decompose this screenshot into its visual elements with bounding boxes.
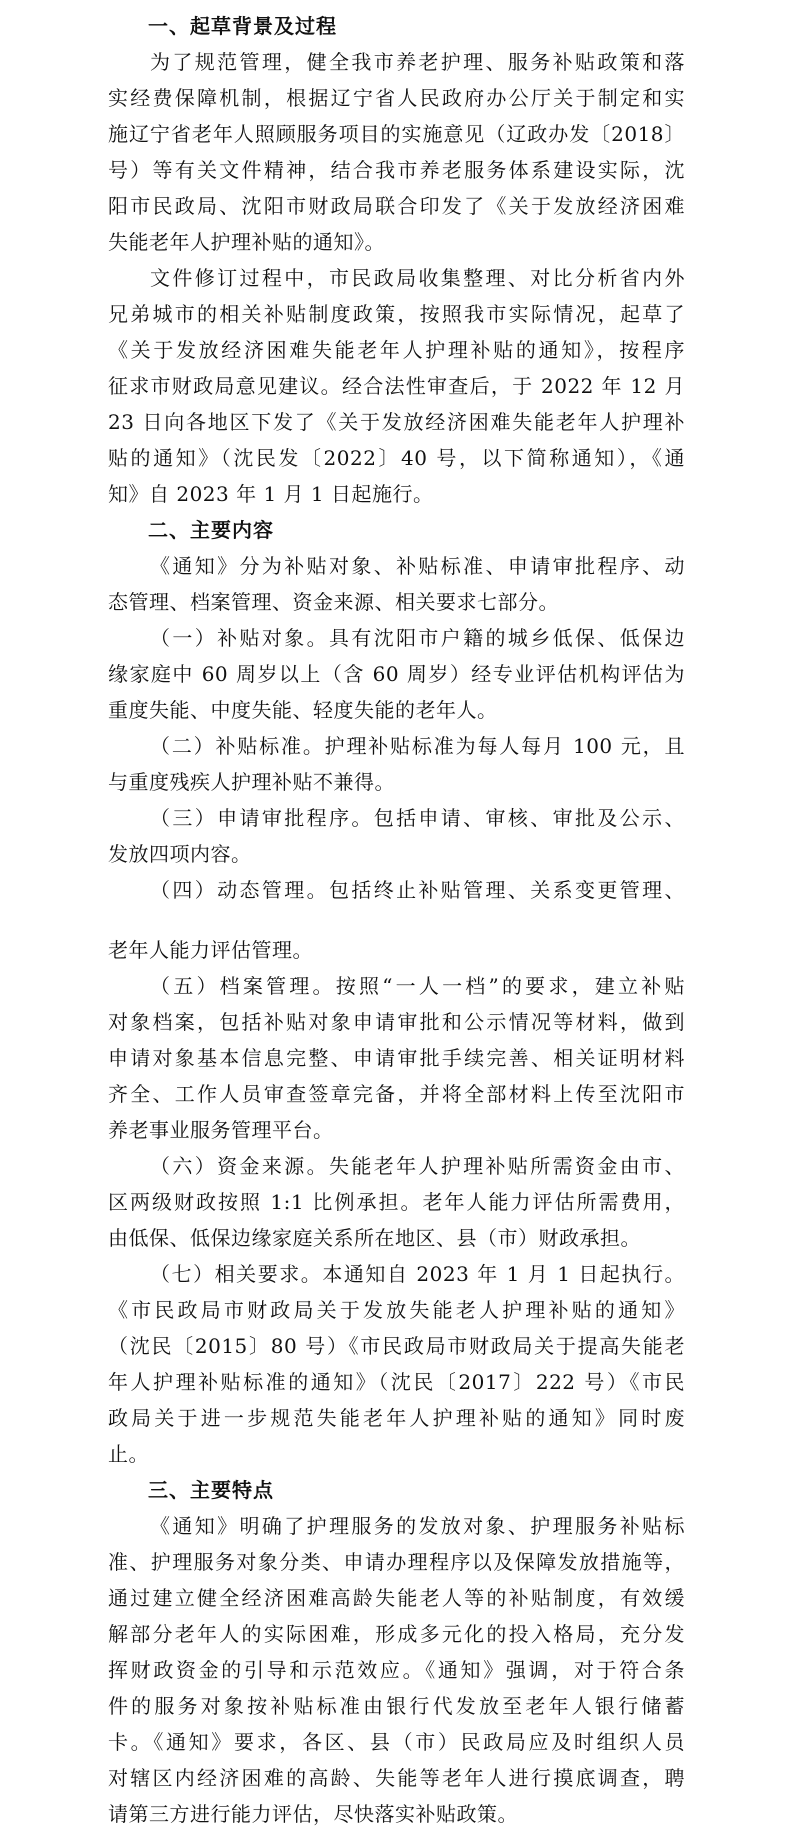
- text-line: 政局关于进一步规范失能老年人护理补贴的通知》同时废: [108, 1406, 685, 1430]
- section-heading-features: 三、主要特点: [148, 1478, 274, 1502]
- text-line: 阳市民政局、沈阳市财政局联合印发了《关于发放经济困难: [108, 194, 685, 218]
- text-line: 老年人能力评估管理。: [108, 938, 313, 962]
- text-line: 挥财政资金的引导和示范效应。《通知》强调，对于符合条: [108, 1658, 685, 1682]
- paragraph-item-2: [108, 728, 685, 800]
- text-line: 件的服务对象按补贴标准由银行代发放至老年人银行储蓄: [108, 1694, 685, 1718]
- text-line: 缘家庭中 60 周岁以上（含 60 周岁）经专业评估机构评估为: [108, 662, 685, 686]
- spacer: [108, 908, 685, 932]
- text-line: 施辽宁省老年人照顾服务项目的实施意见（辽政办发〔2018〕: [108, 122, 685, 146]
- text-line: 通过建立健全经济困难高龄失能老人等的补贴制度，有效缓: [108, 1586, 685, 1610]
- text-line: 号）等有关文件精神，结合我市养老服务体系建设实际，沈: [108, 158, 685, 182]
- text-line: 为了规范管理，健全我市养老护理、服务补贴政策和落: [150, 50, 685, 74]
- text-line: （五）档案管理。按照“一人一档”的要求，建立补贴: [150, 974, 685, 998]
- paragraph-item-4: [108, 872, 685, 968]
- paragraph-background-1: [108, 44, 685, 260]
- text-line: 与重度残疾人护理补贴不兼得。: [108, 770, 395, 794]
- text-line: （一）补贴对象。具有沈阳市户籍的城乡低保、低保边: [150, 626, 685, 650]
- text-line: 失能老年人护理补贴的通知》。: [108, 230, 385, 254]
- text-line: （沈民〔2015〕80 号）《市民政局市财政局关于提高失能老: [108, 1334, 685, 1358]
- text-line: 准、护理服务对象分类、申请办理程序以及保障发放措施等，: [108, 1550, 685, 1574]
- text-line: 23 日向各地区下发了《关于发放经济困难失能老年人护理补: [108, 410, 685, 434]
- text-line: （七）相关要求。本通知自 2023 年 1 月 1 日起执行。: [150, 1262, 685, 1286]
- text-line: 齐全、工作人员审查签章完备，并将全部材料上传至沈阳市: [108, 1082, 685, 1106]
- text-line: 发放四项内容。: [108, 842, 252, 866]
- text-line: 卡。《通知》要求，各区、县（市）民政局应及时组织人员: [108, 1730, 685, 1754]
- paragraph-background-2: [108, 260, 685, 512]
- text-line: 知》自 2023 年 1 月 1 日起施行。: [108, 482, 434, 506]
- text-line: 止。: [108, 1442, 149, 1466]
- paragraph-item-6: [108, 1148, 685, 1256]
- text-line: 区两级财政按照 1:1 比例承担。老年人能力评估所需费用，: [108, 1190, 685, 1214]
- text-line: 对象档案，包括补贴对象申请审批和公示情况等材料，做到: [108, 1010, 685, 1034]
- text-line: 重度失能、中度失能、轻度失能的老年人。: [108, 698, 498, 722]
- text-line: 态管理、档案管理、资金来源、相关要求七部分。: [108, 590, 559, 614]
- text-line: 《关于发放经济困难失能老年人护理补贴的通知》，按程序: [108, 338, 685, 362]
- text-line: 文件修订过程中，市民政局收集整理、对比分析省内外: [150, 266, 685, 290]
- paragraph-intro: [108, 548, 685, 620]
- text-line: 实经费保障机制，根据辽宁省人民政府办公厅关于制定和实: [108, 86, 685, 110]
- text-line: 解部分老年人的实际困难，形成多元化的投入格局，充分发: [108, 1622, 685, 1646]
- text-line: 贴的通知》（沈民发〔2022〕40 号，以下简称通知），《通: [108, 446, 685, 470]
- text-line: 请第三方进行能力评估，尽快落实补贴政策。: [108, 1802, 518, 1826]
- text-line: 兄弟城市的相关补贴制度政策，按照我市实际情况，起草了: [108, 302, 685, 326]
- text-line: 年人护理补贴标准的通知》（沈民〔2017〕222 号）《市民: [108, 1370, 685, 1394]
- text-line: 征求市财政局意见建议。经合法性审查后，于 2022 年 12 月: [108, 374, 685, 398]
- text-line: 由低保、低保边缘家庭关系所在地区、县（市）财政承担。: [108, 1226, 641, 1250]
- text-line: 《通知》分为补贴对象、补贴标准、申请审批程序、动: [150, 554, 685, 578]
- section-heading-background: 一、起草背景及过程: [148, 14, 337, 38]
- text-line: （二）补贴标准。护理补贴标准为每人每月 100 元，且: [150, 734, 685, 758]
- text-line: 对辖区内经济困难的高龄、失能等老年人进行摸底调查，聘: [108, 1766, 685, 1790]
- text-line: 《市民政局市财政局关于发放失能老人护理补贴的通知》: [108, 1298, 685, 1322]
- paragraph-features: [108, 1508, 685, 1832]
- paragraph-item-3: [108, 800, 685, 872]
- text-line: （四）动态管理。包括终止补贴管理、关系变更管理、: [150, 878, 685, 902]
- text-line: 养老事业服务管理平台。: [108, 1118, 334, 1142]
- paragraph-item-7: [108, 1256, 685, 1472]
- text-line: （六）资金来源。失能老年人护理补贴所需资金由市、: [150, 1154, 685, 1178]
- text-line: （三）申请审批程序。包括申请、审核、审批及公示、: [150, 806, 685, 830]
- text-line: 《通知》明确了护理服务的发放对象、护理服务补贴标: [150, 1514, 685, 1538]
- text-line: 申请对象基本信息完整、申请审批手续完善、相关证明材料: [108, 1046, 685, 1070]
- section-heading-content: 二、主要内容: [148, 518, 274, 542]
- paragraph-item-1: [108, 620, 685, 728]
- paragraph-item-5: [108, 968, 685, 1148]
